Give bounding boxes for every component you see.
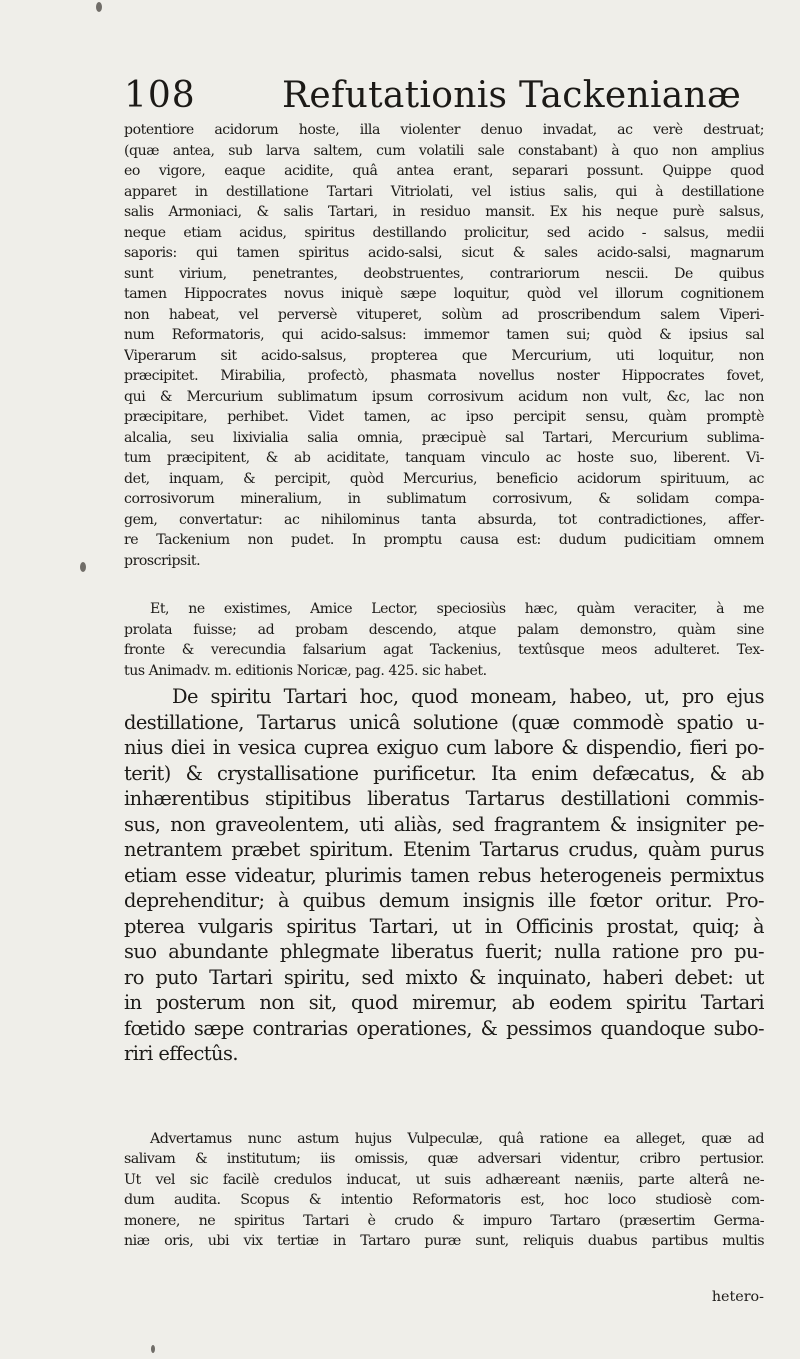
- text-line: tus Animadv. m. editionis Noricæ, pag. 425. sic habet.: [124, 662, 487, 679]
- text-line: nius diei in vesica cuprea exiguo cum labore & dispendio, fieri po-: [124, 736, 764, 759]
- text-line: etiam esse videatur, plurimis tamen rebus heterogeneis permixtus: [124, 863, 764, 887]
- text-line: num Reformatoris, qui acido-salsus: immemor tamen sui; quòd & ipsius sal: [124, 327, 764, 343]
- text-line: præcipitet. Mirabilia, profectò, phasmata novellus noster Hippocrates fovet,: [124, 368, 764, 384]
- text-line: Viperarum sit acido-salsus, propterea que Mercurium, uti loquitur, non: [124, 347, 764, 364]
- text-line: det, inquam, & percipit, quòd Mercurius, beneficio acidorum spirituum, ac: [124, 470, 764, 487]
- catchword: hetero-: [711, 1289, 764, 1305]
- text-line: alcalia, seu lixivialia salia omnia, præcipuè sal Tartari, Mercurium sublima-: [124, 429, 764, 446]
- ink-spot: [96, 2, 102, 12]
- text-block-4: [124, 1129, 764, 1251]
- text-line: potentiore acidorum hoste, illa violenter denuo invadat, ac verè destruat;: [124, 122, 764, 138]
- text-line: corrosivorum mineralium, in sublimatum corrosivum, & solidam compa-: [124, 491, 764, 507]
- text-line: gem, convertatur: ac nihilominus tanta absurda, tot contradictiones, affer-: [124, 511, 764, 528]
- text-line: Advertamus nunc astum hujus Vulpeculæ, quâ ratione ea alleget, quæ ad: [150, 1131, 764, 1147]
- text-line: dum audita. Scopus & intentio Reformatoris est, hoc loco studiosè com-: [124, 1192, 764, 1209]
- text-line: pterea vulgaris spiritus Tartari, ut in Officinis prostat, quiq; à: [124, 914, 764, 938]
- text-line: tum præcipitent, & ab aciditate, tanquam vinculo ac hoste suo, liberent. Vi-: [124, 450, 764, 466]
- text-line: ro puto Tartari spiritu, sed mixto & inquinato, haberi debet: ut: [124, 965, 764, 989]
- text-line: eo vigore, eaque acidite, quâ antea erant, separari possunt. Quippe quod: [124, 163, 764, 179]
- text-block-2: [124, 599, 764, 681]
- text-line: salis Armoniaci, & salis Tartari, in residuo mansit. Ex his neque purè salsus,: [124, 204, 764, 220]
- text-line: præcipitare, perhibet. Videt tamen, ac ipso percipit sensu, quàm promptè: [124, 409, 764, 425]
- text-line: sunt virium, penetrantes, deobstruentes, contrariorum nescii. De quibus: [124, 265, 764, 282]
- ink-spot: [80, 562, 86, 572]
- text-line: tamen Hippocrates novus iniquè sæpe loquitur, quòd vel illorum cognitionem: [124, 286, 764, 302]
- text-line: non habeat, vel perversè vituperet, solùm ad proscribendum salem Viperi-: [124, 306, 764, 323]
- text-line: destillatione, Tartarus unicâ solutione (quæ commodè spatio u-: [124, 710, 764, 734]
- text-line: (quæ antea, sub larva saltem, cum volatili sale constabant) à quo non amplius: [124, 142, 764, 159]
- text-line: netrantem præbet spiritum. Etenim Tartarus crudus, quàm purus: [124, 838, 764, 861]
- text-line: proscripsit.: [124, 552, 201, 569]
- text-line: prolata fuisse; ad probam descendo, atque palam demonstro, quàm sine: [124, 621, 764, 638]
- text-block-1: [124, 120, 764, 571]
- text-line: deprehenditur; à quibus demum insignis ille fœtor oritur. Pro-: [124, 889, 764, 912]
- text-line: in posterum non sit, quod miremur, ab eodem spiritu Tartari: [124, 991, 764, 1014]
- text-line: sus, non graveolentem, uti aliàs, sed fragrantem & insigniter pe-: [124, 812, 764, 836]
- text-line: salivam & institutum; iis omissis, quæ adversari videntur, cribro pertusior.: [124, 1151, 764, 1168]
- text-line: inhærentibus stipitibus liberatus Tartarus destillationi commis-: [124, 787, 764, 810]
- running-head: [124, 74, 764, 124]
- text-line: Et, ne existimes, Amice Lector, speciosiùs hæc, quàm veraciter, à me: [150, 601, 764, 617]
- text-line: fronte & verecundia falsarium agat Tackenius, textûsque meos adulteret. Tex-: [124, 642, 764, 658]
- text-line: suo abundante phlegmate liberatus fuerit; nulla ratione pro pu-: [124, 940, 764, 963]
- text-line: niæ oris, ubi vix tertiæ in Tartaro puræ sunt, reliquis duabus partibus multis: [124, 1233, 764, 1250]
- quoted-passage: [124, 684, 764, 1067]
- running-title: Refutationis Tackenianæ: [282, 75, 742, 116]
- page-number: 108: [124, 75, 196, 116]
- text-line: terit) & crystallisatione purificetur. Ita enim defæcatus, & ab: [124, 761, 764, 785]
- ink-spot: [151, 1345, 155, 1353]
- text-line: monere, ne spiritus Tartari è crudo & impuro Tartaro (præsertim Germa-: [124, 1212, 764, 1229]
- text-line: apparet in destillatione Tartari Vitriolati, vel istius salis, qui à destillatione: [124, 183, 764, 200]
- text-line: re Tackenium non pudet. In promptu causa est: dudum pudicitiam omnem: [124, 532, 764, 548]
- text-line: riri effectûs.: [124, 1042, 238, 1065]
- text-line: saporis: qui tamen spiritus acido-salsi, sicut & sales acido-salsi, magnarum: [124, 245, 764, 261]
- text-line: qui & Mercurium sublimatum ipsum corrosivum acidum non vult, &c, lac non: [124, 388, 764, 405]
- text-line: Ut vel sic facilè credulos inducat, ut suis adhæreant næniis, parte alterâ ne-: [124, 1171, 764, 1188]
- text-line: neque etiam acidus, spiritus destillando prolicitur, sed acido - salsus, medii: [124, 224, 764, 241]
- text-line: De spiritu Tartari hoc, quod moneam, habeo, ut, pro ejus: [172, 685, 764, 708]
- text-line: fœtido sæpe contrarias operationes, & pessimos quandoque subo-: [124, 1016, 764, 1040]
